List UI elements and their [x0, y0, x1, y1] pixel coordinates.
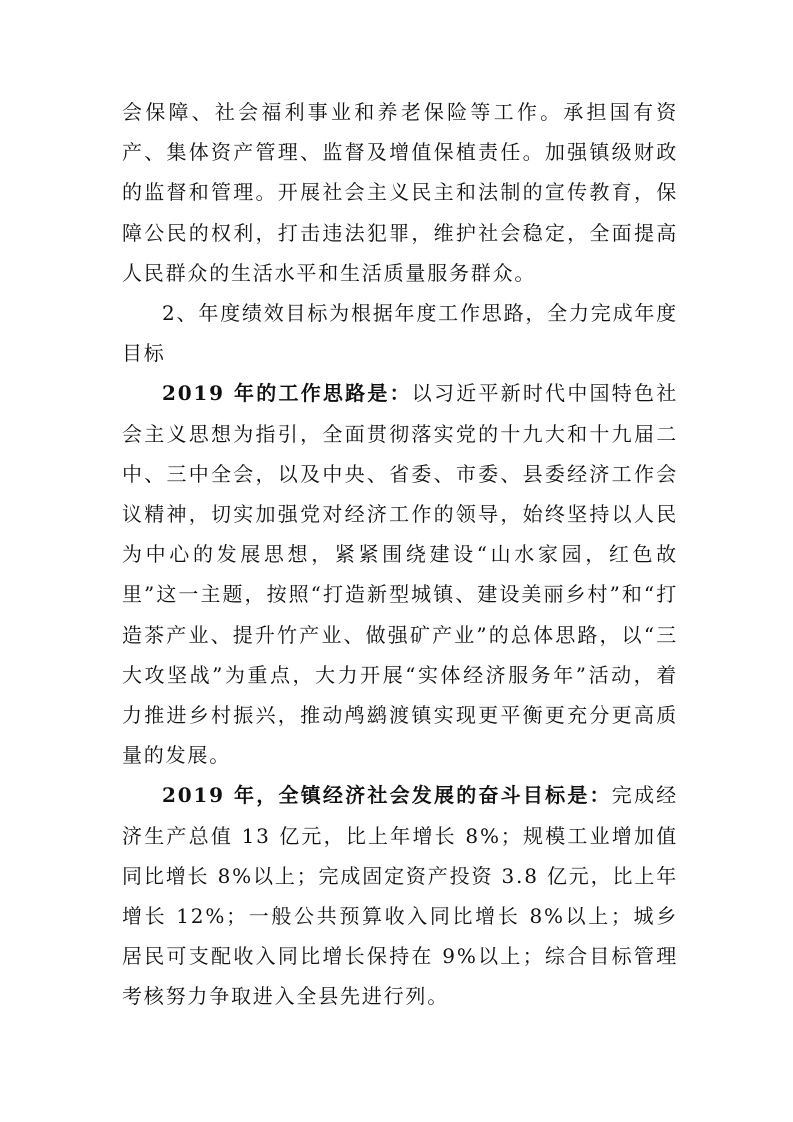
paragraph-lead-label: 2019 年的工作思路是： — [162, 381, 412, 406]
paragraph-work-approach — [122, 373, 678, 775]
paragraph-text: 完成经济生产总值 13 亿元，比上年增长 8%；规模工业增加值同比增长 8%以上；完成固定资产投资 3.8 亿元，比上年增长 12%；一般公共预算收入同比增长 8%以上；城乡居民可支配收入同比增长保持在 9%以上；综合目标管理考核努力争取进入全县先进行列。 — [122, 783, 678, 1009]
paragraph-text: 会保障、社会福利事业和养老保险等工作。承担国有资产、集体资产管理、监督及增值保植责任。加强镇级财政的监督和管理。开展社会主义民主和法制的宣传教育，保障公民的权利，打击违法犯罪，维护社会稳定，全面提高人民群众的生活水平和生活质量服务群众。 — [122, 100, 678, 285]
paragraph-annual-goal-heading — [122, 293, 678, 373]
paragraph-text: 以习近平新时代中国特色社会主义思想为指引，全面贯彻落实党的十九大和十九届二中、三中全会，以及中央、省委、市委、县委经济工作会议精神，切实加强党对经济工作的领导，始终坚持以人民为中心的发展思想，紧紧围绕建设“山水家园，红色故里”这一主题，按照“打造新型城镇、建设美丽乡村”和“打造茶产业、提升竹产业、做强矿产业”的总体思路，以“三大攻坚战”为重点，大力开展“实体经济服务年”活动，着力推进乡村振兴，推动鸬鹚渡镇实现更平衡更充分更高质量的发展。 — [122, 381, 678, 768]
paragraph-text: 2、年度绩效目标为根据年度工作思路，全力完成年度目标 — [122, 301, 678, 366]
document-body — [122, 92, 678, 1017]
paragraph-development-targets — [122, 775, 678, 1016]
paragraph-responsibilities — [122, 92, 678, 293]
paragraph-lead-label: 2019 年，全镇经济社会发展的奋斗目标是： — [162, 783, 612, 808]
